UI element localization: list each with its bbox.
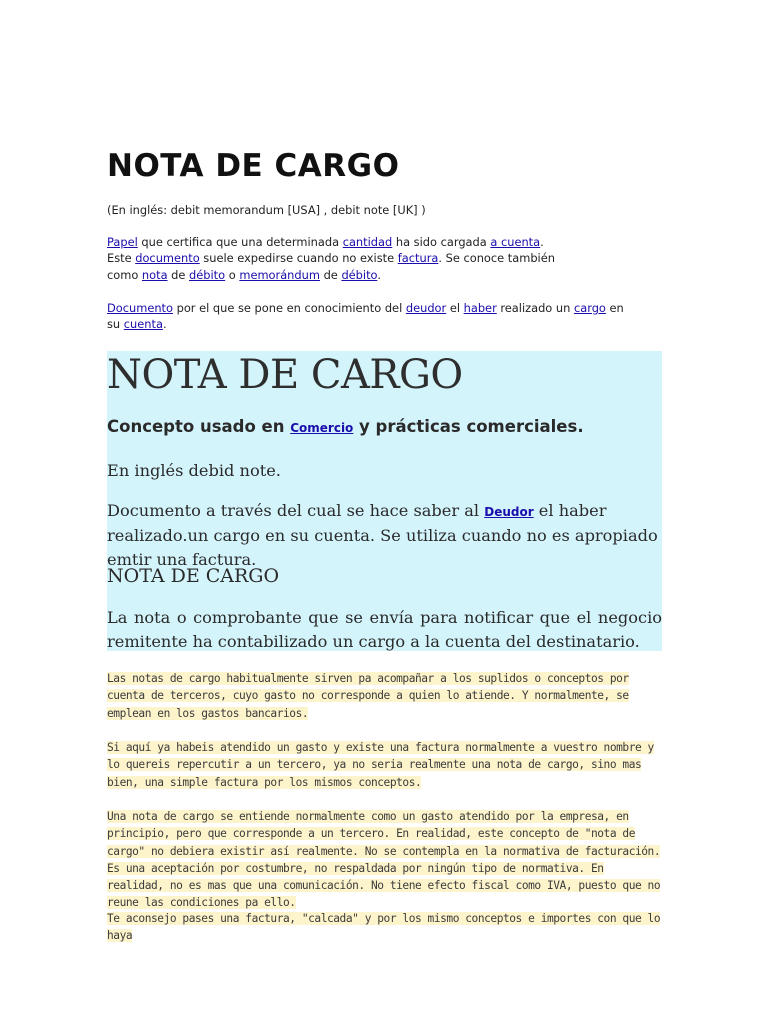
page-title: NOTA DE CARGO (107, 148, 400, 184)
box-nota-paragraph: La nota o comprobante que se envía para notificar que el negocio remitente ha contabilizado un cargo a la cuenta del destinatario. (107, 608, 662, 651)
english-translation-line: (En inglés: debit memorandum [USA] , debit note [UK] ) (107, 203, 426, 217)
highlighted-text: Si aquí ya habeis atendido un gasto y existe una factura normalmente a vuestro nombre y lo quereis repercutir a un tercero, ya no seria realmente una nota de cargo, sino mas bien, una simple factura por los mismos conceptos. (107, 741, 654, 789)
link-documento[interactable]: documento (135, 251, 200, 266)
text: Documento a través del cual se hace saber al (107, 501, 485, 520)
comment-paragraph-3 (107, 808, 662, 912)
box-subtitle (107, 417, 584, 436)
link-deudor-2[interactable]: Deudor (484, 505, 534, 519)
box-title: NOTA DE CARGO (107, 352, 463, 398)
documento-paragraph (107, 300, 647, 333)
text: como (107, 267, 142, 282)
text: ha sido cargada (392, 235, 491, 249)
link-cargo[interactable]: cargo (573, 301, 606, 315)
comment-paragraph-4 (107, 910, 662, 945)
link-haber[interactable]: haber (463, 301, 497, 315)
text: por el que se pone en conocimiento del (172, 301, 406, 315)
link-debito[interactable]: débito (189, 267, 226, 282)
link-a-cuenta[interactable]: a cuenta (490, 235, 541, 249)
link-documento-2[interactable]: Documento (107, 301, 173, 315)
link-comercio[interactable]: Comercio (290, 421, 354, 435)
text: suele expedirse cuando no existe (199, 251, 398, 266)
box-documento-paragraph (107, 499, 662, 572)
comment-paragraph-2 (107, 739, 662, 791)
text: . (377, 267, 381, 282)
text: Concepto usado en (107, 417, 291, 436)
box-heading-2: NOTA DE CARGO (107, 565, 280, 587)
text: . (540, 235, 544, 249)
definition-paragraph (107, 234, 555, 283)
text: de (319, 267, 342, 282)
text: de (167, 267, 190, 282)
text: en (605, 301, 624, 315)
link-factura[interactable]: factura (397, 251, 439, 266)
link-papel[interactable]: Papel (107, 235, 138, 249)
link-deudor[interactable]: deudor (405, 301, 447, 315)
link-cuenta[interactable]: cuenta (123, 317, 163, 332)
link-nota[interactable]: nota (141, 267, 168, 282)
link-memorandum[interactable]: memorándum (239, 267, 320, 282)
comment-paragraph-1 (107, 670, 662, 722)
box-english-line: En inglés debid note. (107, 461, 281, 480)
link-debito-2[interactable]: débito (341, 267, 378, 282)
text: realizado un (496, 301, 574, 315)
text: el haber realizado.un cargo en su cuenta. Se utiliza cuando no es apropiado emtir una factura. (107, 501, 658, 569)
link-cantidad[interactable]: cantidad (342, 235, 393, 249)
highlighted-text: Las notas de cargo habitualmente sirven pa acompañar a los suplidos o conceptos por cuenta de terceros, cuyo gasto no corresponde a quien lo atiende. Y normalmente, se emplean en los gastos bancarios. (107, 672, 629, 720)
text: su (107, 317, 124, 332)
text: . Se conoce también (438, 251, 555, 266)
text: el (446, 301, 464, 315)
highlighted-text: Te aconsejo pases una factura, "calcada" y por los mismo conceptos e importes con que lo haya (107, 912, 661, 943)
text: o (225, 267, 240, 282)
text: Este (107, 251, 136, 266)
text: . (162, 317, 167, 332)
highlighted-text: Una nota de cargo se entiende normalmente como un gasto atendido por la empresa, en principio, pero que corresponde a un tercero. En realidad, este concepto de "nota de cargo" no debiera existir así realmente. No se contempla en la normativa de facturación. Es una aceptación por costumbre, no respaldada por ningún tipo de normativa. En realidad, no es mas que una comunicación. No tiene efecto fiscal como IVA, puesto que no reune las condiciones pa ello. (107, 810, 661, 910)
text: y prácticas comerciales. (353, 417, 584, 436)
text: que certifica que una determinada (137, 235, 343, 249)
